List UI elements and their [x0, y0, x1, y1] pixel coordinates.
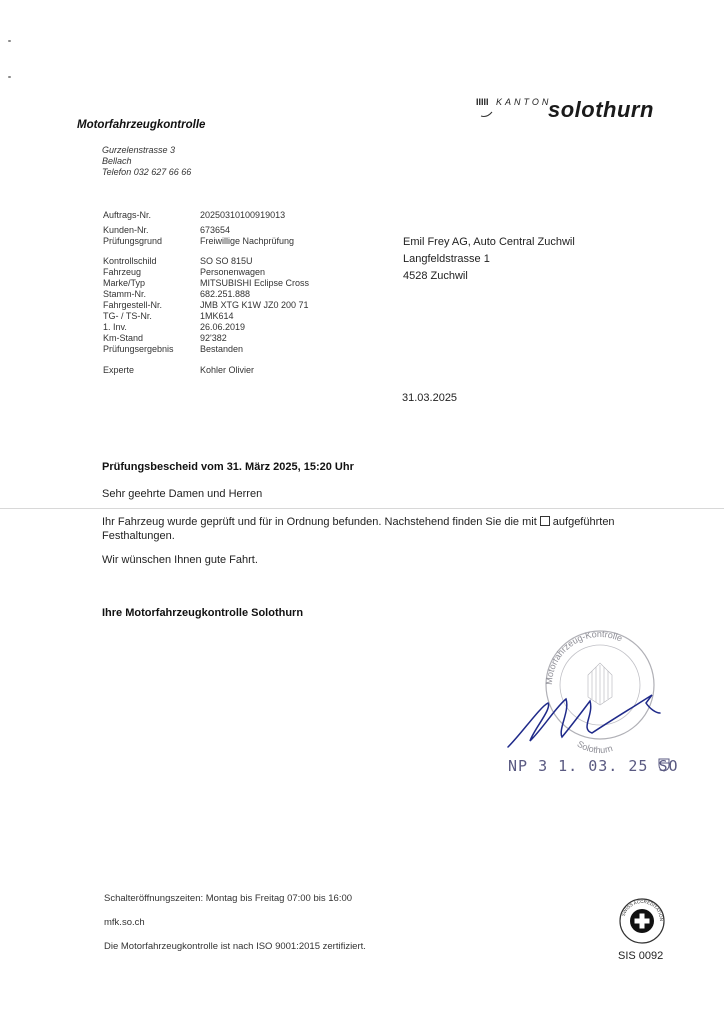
footer-hours: Schalteröffnungszeiten: Montag bis Freitag 07:00 bis 16:00 — [104, 893, 353, 904]
footer-web[interactable]: mfk.so.ch — [104, 917, 145, 928]
detail-value: 673654 — [200, 225, 231, 235]
recipient-city: 4528 Zuchwil — [403, 270, 468, 282]
detail-label: Fahrgestell-Nr. — [103, 300, 163, 310]
signature-icon — [508, 695, 660, 747]
scan-line — [0, 508, 724, 509]
detail-value: 26.06.2019 — [200, 322, 246, 332]
paragraph-text: Ihr Fahrzeug wurde geprüft und für in Ordnung befunden. Nachstehend finden Sie die mit — [102, 516, 537, 528]
detail-label: Stamm-Nr. — [103, 289, 147, 299]
accreditation-code: SIS 0092 — [618, 950, 664, 962]
office-city: Bellach — [102, 156, 132, 166]
seal-text-top: Motorfahrzeug-Kontrolle — [543, 628, 624, 686]
checkbox-symbol-icon — [540, 516, 550, 526]
swiss-accreditation-icon — [614, 896, 670, 946]
canton-logo — [476, 94, 676, 124]
seal-text-bottom: Solothurn — [575, 738, 614, 756]
detail-label: Auftrags-Nr. — [103, 210, 152, 220]
detail-value: JMB XTG K1W JZ0 200 71 — [200, 300, 309, 310]
subject-line: Prüfungsbescheid vom 31. März 2025, 15:20 Uhr — [102, 461, 354, 473]
detail-value: MITSUBISHI Eclipse Cross — [200, 278, 310, 288]
office-phone: Telefon 032 627 66 66 — [102, 167, 192, 177]
seal-emblem-icon — [588, 663, 612, 705]
wish-text: Wir wünschen Ihnen gute Fahrt. — [102, 554, 258, 566]
detail-value: 682.251.888 — [200, 289, 251, 299]
detail-label: Prüfungsergebnis — [103, 344, 174, 354]
official-seal — [500, 625, 670, 775]
recipient-name: Emil Frey AG, Auto Central Zuchwil — [403, 236, 575, 248]
detail-label: TG- / TS-Nr. — [103, 311, 152, 321]
detail-label: Kunden-Nr. — [103, 225, 149, 235]
detail-label: Fahrzeug — [103, 267, 142, 277]
recipient-street: Langfeldstrasse 1 — [403, 253, 490, 265]
detail-value: Kohler Olivier — [200, 365, 255, 375]
office-name: Motorfahrzeugkontrolle — [77, 119, 206, 131]
greeting: Sehr geehrte Damen und Herren — [102, 488, 263, 500]
detail-value: SO SO 815U — [200, 256, 253, 266]
detail-value: 92'382 — [200, 333, 227, 343]
detail-label: 1. Inv. — [103, 322, 127, 332]
logo-bars: IIIII — [476, 97, 489, 107]
paragraph-line-2: Festhaltungen. — [102, 530, 175, 542]
detail-value: Freiwillige Nachprüfung — [200, 236, 295, 246]
detail-label: Marke/Typ — [103, 278, 146, 288]
detail-value: 1MK614 — [200, 311, 234, 321]
date-stamp: NP 3 1. 03. 25 SO — [508, 757, 679, 775]
office-street: Gurzelenstrasse 3 — [102, 145, 176, 155]
paragraph-text-tail: aufgeführten — [552, 516, 615, 528]
logo-kanton: KANTON — [496, 97, 552, 107]
scan-speck — [8, 40, 11, 42]
logo-swoosh-icon — [480, 110, 494, 118]
shield-icon — [658, 758, 670, 772]
detail-label: Kontrollschild — [103, 256, 157, 266]
detail-value: Personenwagen — [200, 267, 266, 277]
detail-value: 20250310100919013 — [200, 210, 286, 220]
detail-label: Prüfungsgrund — [103, 236, 163, 246]
detail-value: Bestanden — [200, 344, 244, 354]
detail-label: Km-Stand — [103, 333, 144, 343]
detail-label: Experte — [103, 365, 135, 375]
scan-speck — [8, 76, 11, 78]
footer-iso: Die Motorfahrzeugkontrolle ist nach ISO 9001:2015 zertifiziert. — [104, 941, 366, 952]
closing-line: Ihre Motorfahrzeugkontrolle Solothurn — [102, 607, 304, 619]
svg-text:SWISS ACCREDITATION: SWISS ACCREDITATION — [620, 898, 665, 922]
paragraph-line-1 — [102, 516, 615, 528]
logo-name: solothurn — [548, 97, 654, 122]
letter-date: 31.03.2025 — [402, 392, 458, 404]
